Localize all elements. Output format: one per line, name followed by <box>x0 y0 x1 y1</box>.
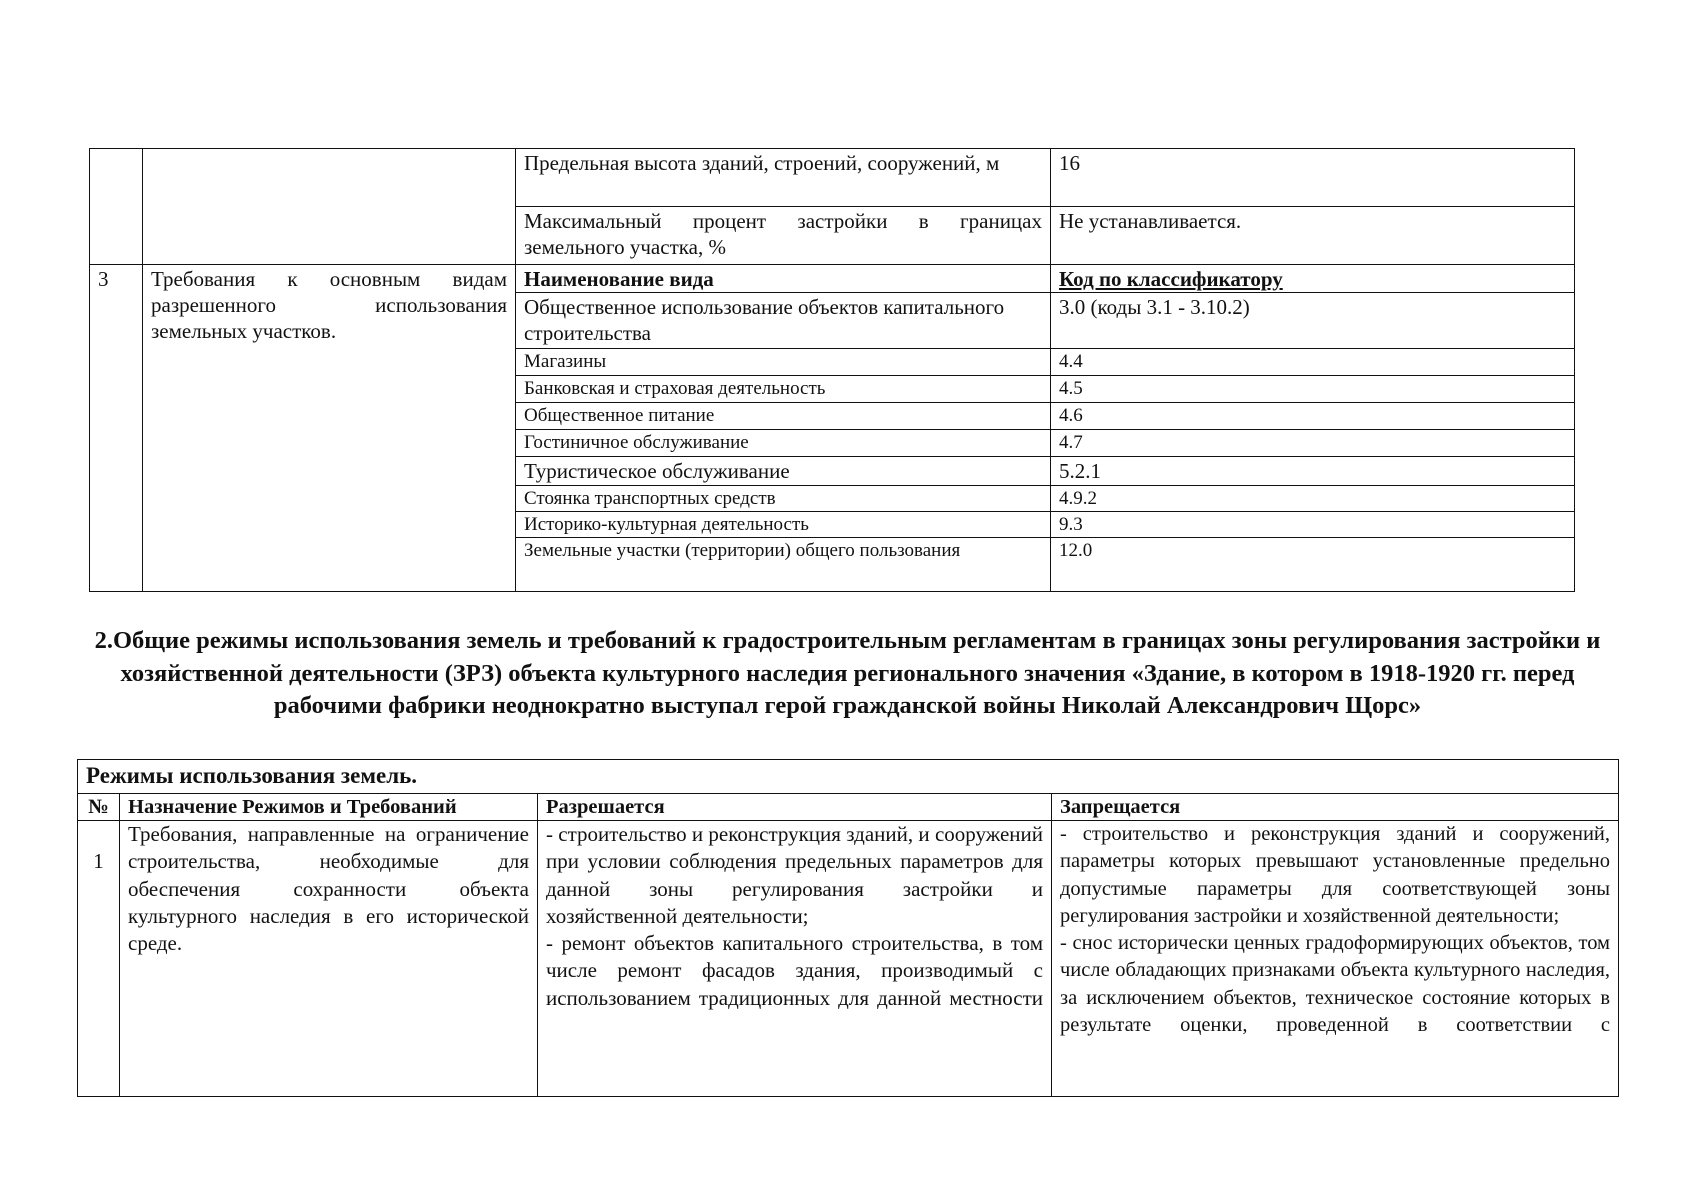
forbidden-item: - строительство и реконструкция зданий и сооружений, параметры которых превышают установленные предельно допустимые параметры для соответствующей зоны регулирования застройки и хозяйственной деятельности; <box>1060 823 1611 927</box>
table-cell <box>143 149 516 265</box>
column-header-name: Наименование вида <box>516 265 1051 293</box>
row-number-cell: 1 <box>78 821 120 1097</box>
param-value-cell: Не устанавливается. <box>1051 207 1575 265</box>
use-type-code: 12.0 <box>1051 538 1575 592</box>
use-type-name: Гостиничное обслуживание <box>516 430 1051 457</box>
use-type-name: Туристическое обслуживание <box>516 457 1051 486</box>
table-cell <box>90 149 143 265</box>
table-header-row <box>78 794 1619 821</box>
land-use-regimes-table <box>77 759 1619 1097</box>
header-number: № <box>78 794 120 821</box>
use-type-code: 3.0 (коды 3.1 - 3.10.2) <box>1051 293 1575 349</box>
use-type-name: Банковская и страховая деятельность <box>516 376 1051 403</box>
table-title: Режимы использования земель. <box>78 760 1619 794</box>
use-type-code: 4.4 <box>1051 349 1575 376</box>
header-purpose: Назначение Режимов и Требований <box>120 794 538 821</box>
param-name-cell: Максимальный процент застройки в границах земельного участка, % <box>516 207 1051 265</box>
allowed-item: - ремонт объектов капитального строительства, в том числе ремонт фасадов здания, производимый с использованием традиционных для данной местности <box>546 931 1043 1010</box>
table-row <box>90 149 1575 207</box>
column-header-code: Код по классификатору <box>1051 265 1575 293</box>
section-heading: 2.Общие режимы использования земель и требований к градостроительным регламентам в границах зоны регулирования застройки и хозяйственной деятельности (ЗРЗ) объекта культурного наследия регионального значения «Здание, в котором в 1918-1920 гг. перед рабочими фабрики неоднократно выступал герой гражданской войны Николай Александрович Щорс» <box>94 627 1601 719</box>
header-allowed: Разрешается <box>538 794 1052 821</box>
land-use-parameters-table <box>89 148 1575 592</box>
use-type-name: Стоянка транспортных средств <box>516 486 1051 512</box>
forbidden-cell <box>1052 821 1619 1097</box>
allowed-cell <box>538 821 1052 1097</box>
table-row <box>78 821 1619 1097</box>
use-type-code: 5.2.1 <box>1051 457 1575 486</box>
purpose-cell: Требования, направленные на ограничение строительства, необходимые для обеспечения сохранности объекта культурного наследия в его исторической среде. <box>120 821 538 1097</box>
table-row <box>78 760 1619 794</box>
use-type-code: 4.6 <box>1051 403 1575 430</box>
header-forbidden: Запрещается <box>1052 794 1619 821</box>
table-row <box>90 265 1575 293</box>
row-number-cell: 3 <box>90 265 143 592</box>
forbidden-item: - снос исторически ценных градоформирующих объектов, том числе обладающих признаками объекта культурного наследия, за исключением объектов, техническое состояние которых в результате оценки, проведенной в соответствии с <box>1060 932 1611 1037</box>
param-value-cell: 16 <box>1051 149 1575 207</box>
use-type-code: 4.9.2 <box>1051 486 1575 512</box>
use-type-code: 4.7 <box>1051 430 1575 457</box>
use-type-code: 9.3 <box>1051 512 1575 538</box>
use-type-name: Общественное использование объектов капитального строительства <box>516 293 1051 349</box>
use-type-code: 4.5 <box>1051 376 1575 403</box>
use-type-name: Историко-культурная деятельность <box>516 512 1051 538</box>
requirement-cell: Требования к основным видам разрешенного использования земельных участков. <box>143 265 516 592</box>
use-type-name: Земельные участки (территории) общего пользования <box>516 538 1051 592</box>
use-type-name: Общественное питание <box>516 403 1051 430</box>
param-name-cell: Предельная высота зданий, строений, сооружений, м <box>516 149 1051 207</box>
allowed-item: - строительство и реконструкция зданий, и сооружений при условии соблюдения предельных параметров для данной зоны регулирования застройки и хозяйственной деятельности; <box>546 822 1043 928</box>
use-type-name: Магазины <box>516 349 1051 376</box>
